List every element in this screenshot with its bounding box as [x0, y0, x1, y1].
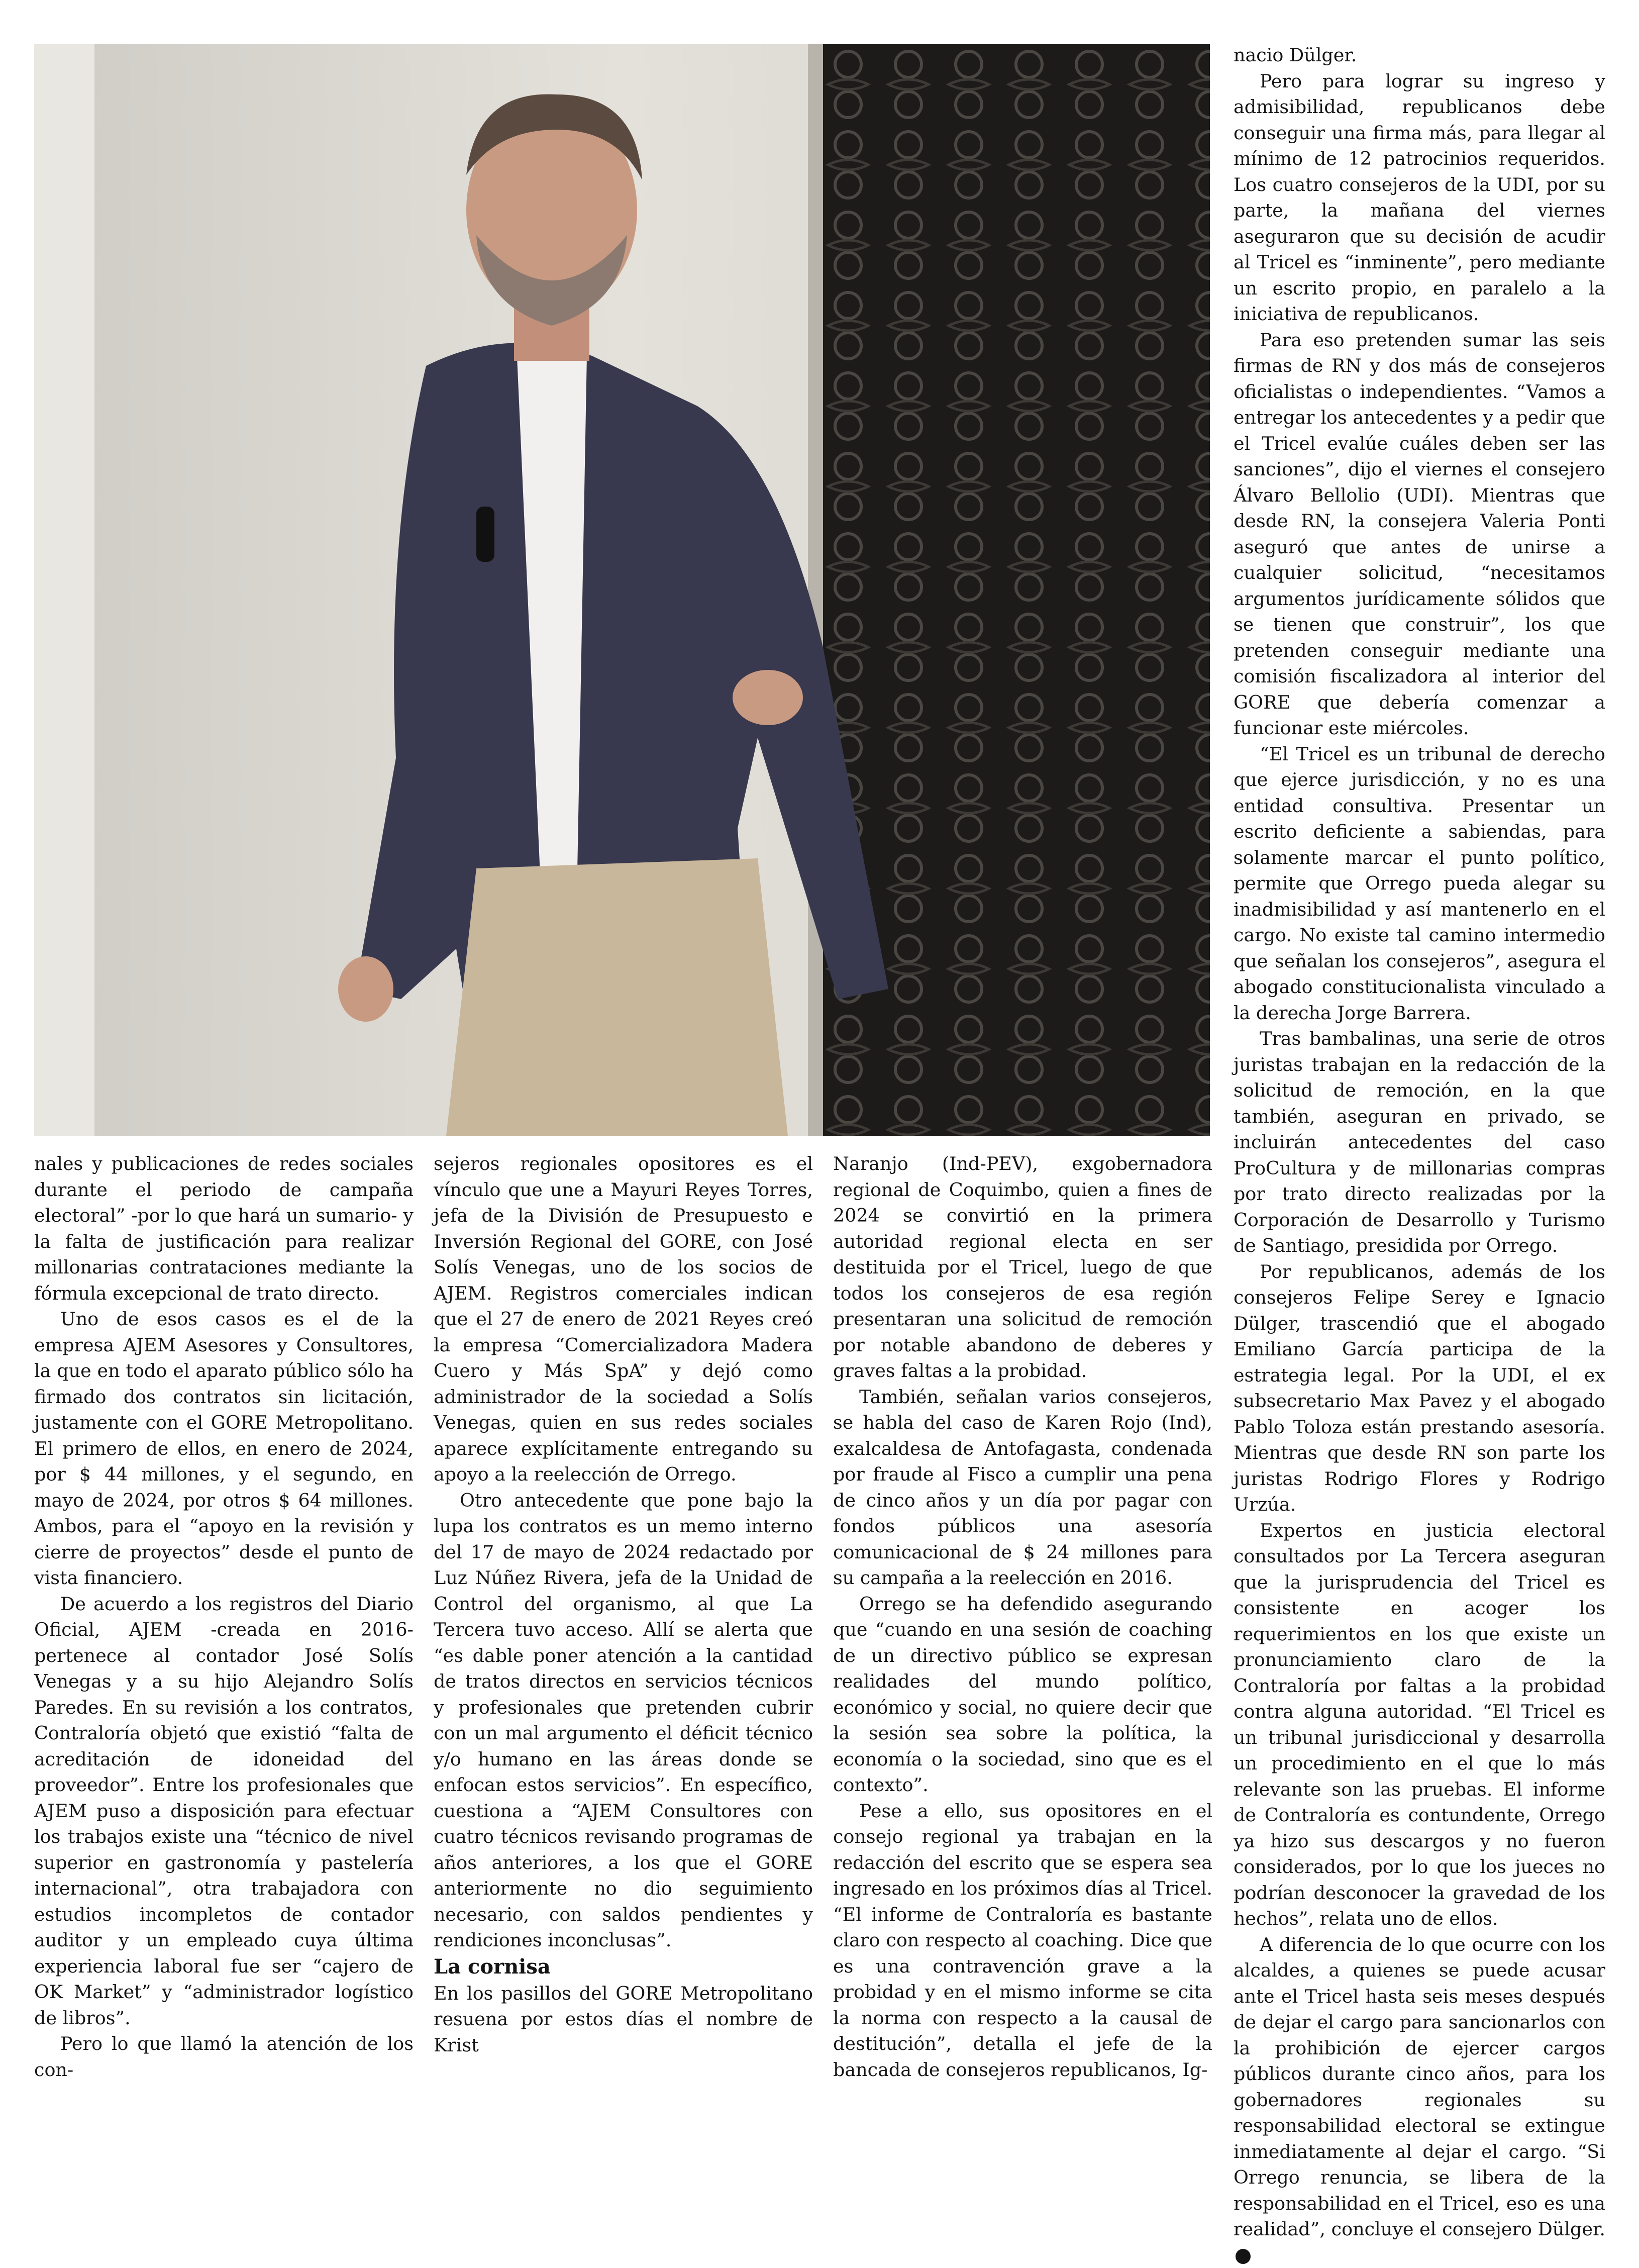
- paragraph: “El Tricel es un tribunal de derecho que ejerce jurisdicción, y no es una entidad consultiva. Presentar un escrito deficiente a sabiendas, para solamente marcar el punto político, permite que Orrego pueda alegar su inadmisibilidad y así mantenerlo en el cargo. No existe tal camino intermedio que señalan los consejeros”, asegura el abogado constitucionalista vinculado a la derecha Jorge Barrera.: [1234, 741, 1605, 1026]
- paragraph: Pero lo que llamó la atención de los con-: [34, 2031, 414, 2083]
- paragraph: Tras bambalinas, una serie de otros juristas trabajan en la redacción de la solicitud de remoción, en la que también, aseguran en privado, se incluirán antecedentes del caso ProCultura y de millonarias compras por trato directo realizadas por la Corporación de Desarrollo y Turismo de Santiago, presidida por Orrego.: [1234, 1026, 1605, 1259]
- text-column-3: [833, 1151, 1212, 2083]
- text-column-1: [34, 1151, 414, 2083]
- article-photo: [34, 44, 1210, 1136]
- paragraph: Naranjo (Ind-PEV), exgobernadora regional de Coquimbo, quien a fines de 2024 se convirtió en la primera autoridad regional electa en ser destituida por el Tricel, luego de que todos los consejeros de esa región presentaran una solicitud de remoción por notable abandono de deberes y graves faltas a la probidad.: [833, 1151, 1212, 1384]
- paragraph: En los pasillos del GORE Metropolitano resuena por estos días el nombre de Krist: [434, 1981, 813, 2058]
- paragraph: Expertos en justicia electoral consultados por La Tercera aseguran que la jurisprudencia del Tricel es consistente en acoger los requerimientos en los que existe un pronunciamiento claro de la Contraloría por faltas a la probidad contra alguna autoridad. “El Tricel es un tribunal jurisdiccional y desarrolla un procedimiento en el que lo más relevante son las pruebas. El informe de Contraloría es contundente, Orrego ya hizo sus descargos y no fueron considerados, por lo que los jueces no podrían desconocer la gravedad de los hechos”, relata uno de ellos.: [1234, 1518, 1605, 1932]
- paragraph: También, señalan varios consejeros, se habla del caso de Karen Rojo (Ind), exalcaldesa de Antofagasta, condenada por fraude al Fisco a cumplir una pena de cinco años y un día por pagar con fondos públicos una asesoría comunicacional de $ 24 millones para su campaña a la reelección en 2016.: [833, 1384, 1212, 1591]
- end-of-article-icon: ◎: [1236, 2249, 1251, 2264]
- paragraph: Por republicanos, además de los consejeros Felipe Serey e Ignacio Dülger, trascendió que el abogado Emiliano García participa de la estrategia legal. Por la UDI, el ex subsecretario Max Pavez y el abogado Pablo Toloza están prestando asesoría. Mientras que desde RN son parte los juristas Rodrigo Flores y Rodrigo Urzúa.: [1234, 1259, 1605, 1518]
- paragraph: sejeros regionales opositores es el vínculo que une a Mayuri Reyes Torres, jefa de la División de Presupuesto e Inversión Regional del GORE, con José Solís Venegas, uno de los socios de AJEM. Registros comerciales indican que el 27 de enero de 2021 Reyes creó la empresa “Comercializadora Madera Cuero y Más SpA” y dejó como administrador de la sociedad a Solís Venegas, quien en sus redes sociales aparece explícitamente entregando su apoyo a la reelección de Orrego.: [434, 1151, 813, 1488]
- paragraph: nacio Dülger.: [1234, 42, 1605, 68]
- paragraph: Pero para lograr su ingreso y admisibilidad, republicanos debe conseguir una firma más, para llegar al mínimo de 12 patrocinios requeridos. Los cuatro consejeros de la UDI, por su parte, la mañana del viernes aseguraron que su decisión de acudir al Tricel es “inminente”, pero mediante un escrito propio, en paralelo a la iniciativa de republicanos.: [1234, 68, 1605, 327]
- paragraph: [1234, 1932, 1605, 2268]
- paragraph: nales y publicaciones de redes sociales durante el periodo de campaña electoral” -por lo que hará un sumario- y la falta de justificación para realizar millonarias contrataciones mediante la fórmula excepcional de trato directo.: [34, 1151, 414, 1306]
- text-column-4: [1234, 42, 1605, 2268]
- paragraph: Otro antecedente que pone bajo la lupa los contratos es un memo interno del 17 de mayo de 2024 redactado por Luz Núñez Rivera, jefa de la Unidad de Control del organismo, al que La Tercera tuvo acceso. Allí se alerta que “es dable poner atención a la cantidad de tratos directos en servicios técnicos y profesionales que pretenden cubrir con un mal argumento el déficit técnico y/o humano en las áreas donde se enfocan estos servicios”. En específico, cuestiona a “AJEM Consultores con cuatro técnicos revisando programas de años anteriores, a los que el GORE anteriormente no dio seguimiento necesario, con saldos pendientes y rendiciones inconclusas”.: [434, 1488, 813, 1953]
- paragraph: De acuerdo a los registros del Diario Oficial, AJEM -creada en 2016- pertenece al contador José Solís Venegas y a su hijo Alejandro Solís Paredes. En su revisión a los contratos, Contraloría objetó que existió “falta de acreditación de idoneidad del proveedor”. Entre los profesionales que AJEM puso a disposición para efectuar los trabajos existe una “técnico de nivel superior en gastronomía y pastelería internacional”, otra trabajadora con estudios incompletos de contador auditor y un empleado cuya última experiencia laboral fue ser “cajero de OK Market” y “administrador logístico de libros”.: [34, 1591, 414, 2031]
- paragraph: Uno de esos casos es el de la empresa AJEM Asesores y Consultores, la que en todo el aparato público sólo ha firmado dos contratos sin licitación, justamente con el GORE Metropolitano. El primero de ellos, en enero de 2024, por $ 44 millones, y el segundo, en mayo de 2024, por otros $ 64 millones. Ambos, para el “apoyo en la revisión y cierre de proyectos” desde el punto de vista financiero.: [34, 1306, 414, 1591]
- portrait-photo-icon: [34, 44, 1210, 1136]
- paragraph: Pese a ello, sus opositores en el consejo regional ya trabajan en la redacción del escrito que se espera sea ingresado en los próximos días al Tricel. “El informe de Contraloría es bastante claro con respecto al coaching. Dice que es una contravención grave a la probidad y en el mismo informe se cita la norma con respecto a la causal de destitución”, detalla el jefe de la bancada de consejeros republicanos, Ig-: [833, 1798, 1212, 2083]
- paragraph: Orrego se ha defendido asegurando que “cuando en una sesión de coaching de un directivo público se expresan realidades del mundo político, económico y social, no quiere decir que la sesión sea sobre la política, la economía o la sociedad, sino que es el contexto”.: [833, 1591, 1212, 1798]
- section-subhead: La cornisa: [434, 1953, 813, 1981]
- paragraph: Para eso pretenden sumar las seis firmas de RN y dos más de consejeros oficialistas o independientes. “Vamos a entregar los antecedentes y a pedir que el Tricel evalúe cuáles deben ser las sanciones”, dijo el viernes el consejero Álvaro Bellolio (UDI). Mientras que desde RN, la consejera Valeria Ponti aseguró que antes de unirse a cualquier solicitud, “necesitamos argumentos jurídicamente sólidos que se tienen que construir”, los que pretenden conseguir mediante una comisión fiscalizadora al interior del GORE que debería comenzar a funcionar este miércoles.: [1234, 327, 1605, 741]
- text-column-2: [434, 1151, 813, 2058]
- paragraph-text: A diferencia de lo que ocurre con los alcaldes, a quienes se puede acusar ante el Tricel hasta seis meses después de dejar el cargo para sancionarlos con la prohibición de ejercer cargos públicos durante cinco años, para los gobernadores regionales su responsabilidad electoral se extingue inmediatamente al dejar el cargo. “Si Orrego renuncia, se libera de la responsabilidad en el Tricel, eso es una realidad”, concluye el consejero Dülger.: [1234, 1934, 1605, 2240]
